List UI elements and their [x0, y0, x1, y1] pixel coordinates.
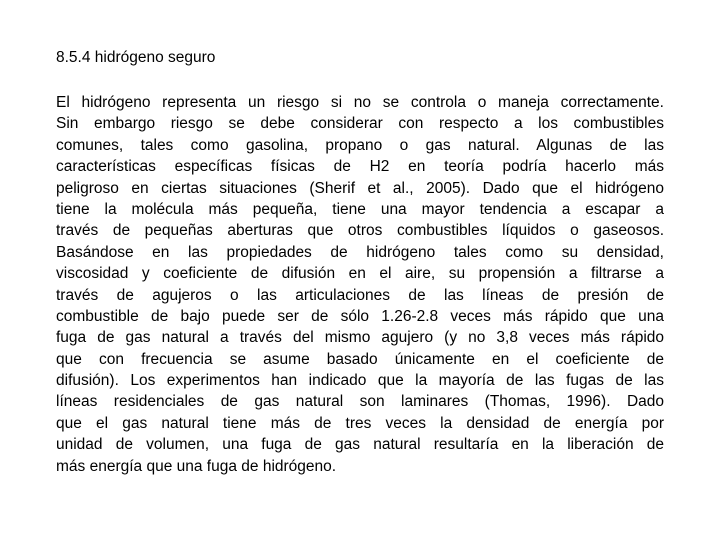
- paragraph-line: líneas residenciales de gas natural son laminares (Thomas, 1996). Dado: [56, 393, 664, 411]
- paragraph-line: Basándose en las propiedades de hidrógeno tales como su densidad,: [56, 243, 664, 261]
- paragraph-line: que el gas natural tiene más de tres veces la densidad de energía por: [56, 414, 664, 432]
- paragraph-line: través de agujeros o las articulaciones de las líneas de presión de: [56, 286, 664, 304]
- paragraph-line: combustible de bajo puede ser de sólo 1.26-2.8 veces más rápido que una: [56, 307, 664, 325]
- paragraph-line: fuga de gas natural a través del mismo agujero (y no 3,8 veces más rápido: [56, 329, 664, 347]
- paragraph-line: viscosidad y coeficiente de difusión en el aire, su propensión a filtrarse a: [56, 265, 664, 283]
- paragraph-line-last: más energía que una fuga de hidrógeno.: [56, 457, 337, 475]
- paragraph-line: características específicas físicas de H2 en teoría podría hacerlo más: [56, 158, 664, 176]
- paragraph-line: peligroso en ciertas situaciones (Sherif et al., 2005). Dado que el hidrógeno: [56, 179, 664, 197]
- paragraph-line: comunes, tales como gasolina, propano o gas natural. Algunas de las: [56, 136, 664, 154]
- paragraph-line: difusión). Los experimentos han indicado que la mayoría de las fugas de las: [56, 372, 664, 390]
- paragraph-line: través de pequeñas aberturas que otros combustibles líquidos o gaseosos.: [56, 222, 664, 240]
- paragraph-line: que con frecuencia se asume basado únicamente en el coeficiente de: [56, 350, 664, 368]
- paragraph-line: tiene la molécula más pequeña, tiene una mayor tendencia a escapar a: [56, 200, 664, 218]
- paragraph-line: unidad de volumen, una fuga de gas natural resultaría en la liberación de: [56, 436, 664, 454]
- section-heading: 8.5.4 hidrógeno seguro: [56, 49, 216, 66]
- paragraph-line: El hidrógeno representa un riesgo si no se controla o maneja correctamente.: [56, 94, 664, 111]
- paragraph-line: Sin embargo riesgo se debe considerar con respecto a los combustibles: [56, 115, 664, 133]
- body-paragraph: [56, 92, 664, 477]
